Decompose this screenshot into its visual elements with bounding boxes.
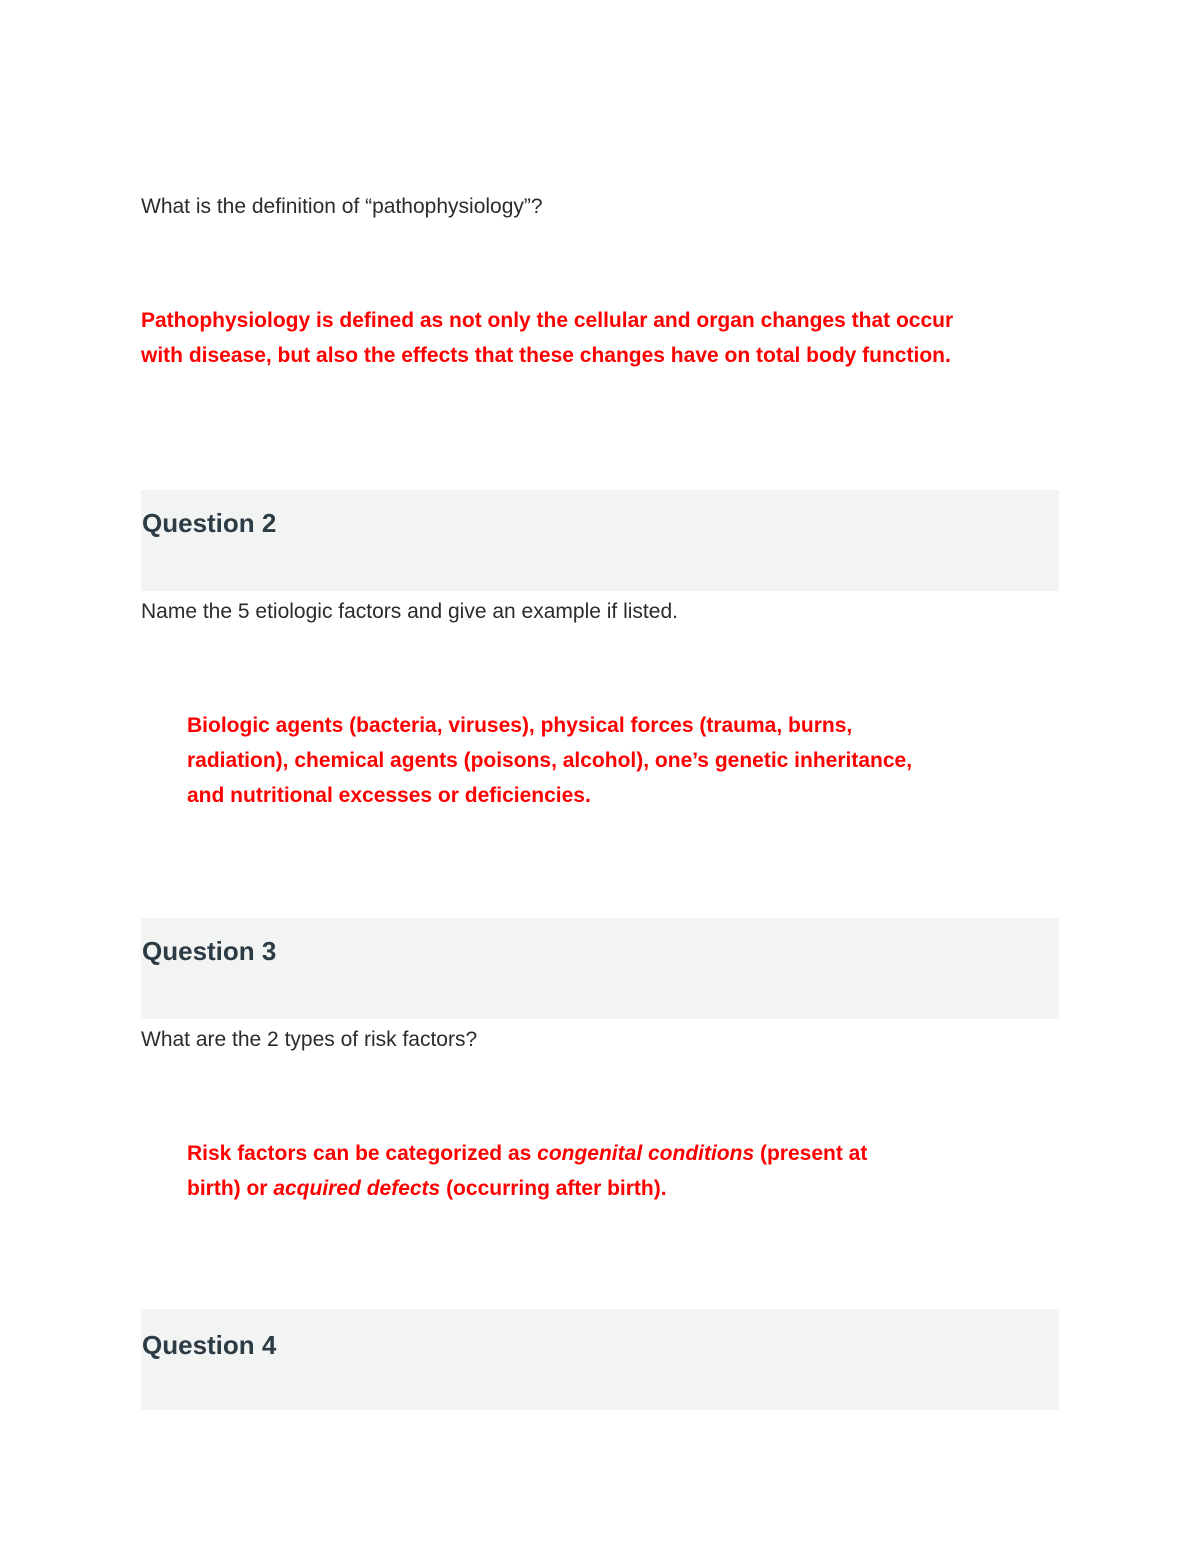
question-3-answer-line-2 (187, 1171, 667, 1206)
question-2-answer-line-1: Biologic agents (bacteria, viruses), physical forces (trauma, burns, (187, 714, 853, 737)
question-1-prompt: What is the definition of “pathophysiology”? (141, 195, 543, 218)
question-4-header (141, 1309, 1059, 1410)
question-3-header (141, 918, 1059, 1019)
question-4-title: Question 4 (142, 1330, 277, 1360)
question-3-answer-l2-a: birth) or (187, 1177, 274, 1200)
question-3-answer-l1-a: Risk factors can be categorized as (187, 1142, 538, 1165)
question-3-answer-l2-emphasis: acquired defects (273, 1177, 441, 1200)
question-3-answer-l2-b: (occurring after birth). (440, 1177, 667, 1200)
question-2-prompt: Name the 5 etiologic factors and give an example if listed. (141, 600, 678, 623)
question-1-answer-line-2: with disease, but also the effects that these changes have on total body function. (141, 344, 951, 367)
question-3-answer-line-1 (187, 1136, 867, 1171)
question-2-answer-line-2: radiation), chemical agents (poisons, alcohol), one’s genetic inheritance, (187, 749, 913, 772)
question-2-title: Question 2 (142, 508, 277, 538)
question-3-prompt: What are the 2 types of risk factors? (141, 1028, 478, 1051)
question-3-title: Question 3 (142, 936, 277, 966)
question-2-answer-line-3: and nutritional excesses or deficiencies. (187, 784, 591, 807)
question-1-answer-line-1: Pathophysiology is defined as not only the cellular and organ changes that occur (141, 309, 954, 332)
question-3-answer-l1-b: (present at (754, 1142, 868, 1165)
question-3-answer-l1-emphasis: congenital conditions (537, 1142, 755, 1165)
question-2-header (141, 490, 1059, 591)
